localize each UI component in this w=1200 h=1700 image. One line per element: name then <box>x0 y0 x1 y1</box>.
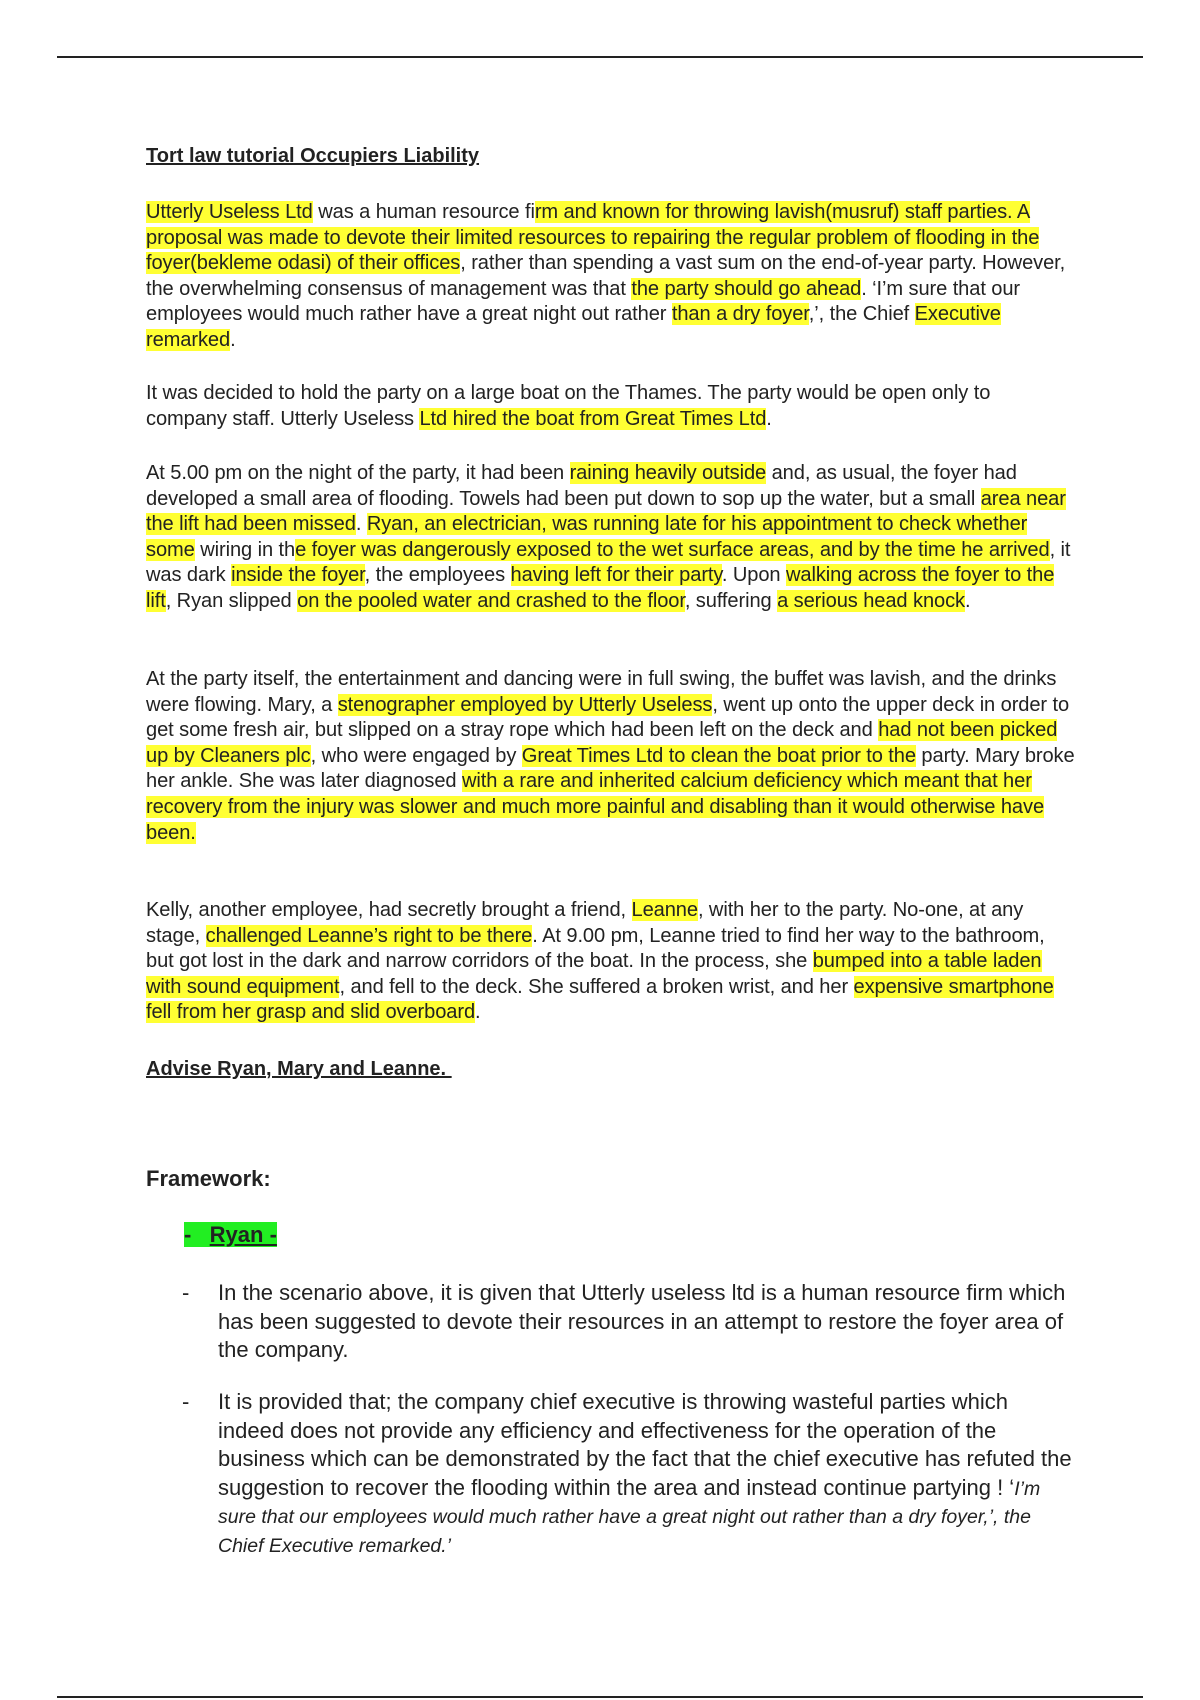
scenario-paragraph-5 <box>146 898 1076 1026</box>
highlighted-text: inside the foyer <box>231 564 365 587</box>
highlighted-text: Ltd hired the boat from Great Times Ltd <box>419 407 767 430</box>
text-run: It was decided to hold the party on a large boat on the Thames. The party would be open only to company staff. Utterly Useless <box>146 382 991 430</box>
text-run: . <box>964 589 971 612</box>
highlighted-text: had not been picked up by Cleaners plc <box>146 719 1058 767</box>
framework-heading: Framework: <box>146 1166 271 1191</box>
text-run: wiring in th <box>194 538 296 561</box>
bullet-text: In the scenario above, it is given that Utterly useless ltd is a human resource firm which has been suggested to devote their resources in an attempt to restore the foyer area of the company. <box>218 1280 1066 1362</box>
highlighted-text: e foyer was dangerously exposed to the wet surface areas, and by the time he arrived <box>295 538 1050 561</box>
highlighted-text: walking across the foyer to the lift <box>146 564 1055 612</box>
text-run: Kelly, another employee, had secretly brought a friend, <box>146 899 632 921</box>
highlighted-text: challenged Leanne’s right to be there <box>205 924 533 947</box>
text-run: , with her to the party. No-one, at any stage, <box>146 899 1024 947</box>
top-rule <box>57 56 1143 58</box>
highlighted-text: expensive smartphone fell from her grasp and slid overboard <box>146 975 1054 1024</box>
ryan-heading-dash: - <box>184 1222 192 1247</box>
highlighted-text: Executive remarked <box>146 303 1001 351</box>
highlighted-text: rm and known for throwing lavish(musruf) staff parties. A proposal was made to devote their limited resources to repairing the regular problem of flooding in the foyer(bekleme odasi) of their offices <box>146 201 1040 275</box>
advise-instruction: Advise Ryan, Mary and Leanne. <box>146 1058 452 1080</box>
text-run: . <box>230 328 236 351</box>
text-run: , went up onto the upper deck in order to get some fresh air, but slipped on a stray rope which had been left on the deck and <box>146 693 1070 742</box>
highlighted-text: having left for their party <box>510 564 722 587</box>
highlighted-text: a serious head knock <box>777 589 965 612</box>
highlighted-text: Utterly Useless Ltd <box>146 201 313 223</box>
highlighted-text: bumped into a table laden with sound equipment <box>146 950 1042 998</box>
scenario-paragraph-1 <box>146 200 1076 354</box>
ryan-heading-label: Ryan - <box>209 1222 277 1247</box>
text-run: ,’, the Chief <box>808 303 915 326</box>
text-run: , suffering <box>684 589 778 612</box>
highlighted-text: raining heavily outside <box>569 462 767 484</box>
bullet-dash: - <box>182 1389 190 1414</box>
scenario-paragraph-2 <box>146 381 1076 432</box>
bullet-text <box>218 1388 1076 1559</box>
text-run: and, as usual, the foyer had developed a small area of flooding. Towels had been put down to sop up the water, but a small <box>146 462 1017 510</box>
highlighted-text: the party should go ahead <box>631 277 862 300</box>
text-run: . <box>766 407 772 430</box>
highlighted-text: Great Times Ltd to clean the boat prior to the <box>521 744 916 767</box>
text-run: At 5.00 pm on the night of the party, it had been <box>146 462 570 484</box>
executive-quote: I’m sure that our employees would much rather have a great night out rather than a dry foyer,’, the Chief Executive remarked.’ <box>218 1477 1041 1557</box>
ryan-heading <box>184 1222 277 1248</box>
highlighted-text: than a dry foyer <box>671 303 809 326</box>
text-run: . Upon <box>721 564 786 587</box>
highlighted-text: Ryan, an electrician, was running late for his appointment to check whether some <box>146 513 1028 561</box>
document-title: Tort law tutorial Occupiers Liability <box>146 145 480 167</box>
text-run: . At 9.00 pm, Leanne tried to find her way to the bathroom, but got lost in the dark and narrow corridors of the boat. In the process, she <box>146 924 1045 973</box>
text-run: At the party itself, the entertainment and dancing were in full swing, the buffet was lavish, and the drinks were flowing. Mary, a <box>146 668 1057 716</box>
highlighted-text: with a rare and inherited calcium deficiency which meant that her recovery from the injury was slower and much more painful and disabling than it would otherwise have been. <box>146 770 1045 844</box>
text-run: party. Mary broke her ankle. She was later diagnosed <box>146 744 1075 793</box>
text-run: , who were engaged by <box>310 744 522 767</box>
highlighted-text: area near the lift had been missed <box>146 487 1066 536</box>
scenario-paragraph-3 <box>146 461 1076 615</box>
scenario-paragraph-4 <box>146 667 1076 846</box>
text-run: . <box>475 1001 481 1024</box>
text-run: , rather than spending a vast sum on the end-of-year party. However, the overwhelming consensus of management was that <box>146 252 1066 300</box>
text-run: . <box>355 513 367 536</box>
highlighted-text: stenographer employed by Utterly Useless <box>337 693 713 716</box>
bottom-rule <box>57 1696 1143 1698</box>
text-run: , it was dark <box>146 538 1071 587</box>
highlighted-text: Leanne <box>631 899 698 921</box>
highlighted-text: on the pooled water and crashed to the floor <box>297 589 685 612</box>
text-run: was a human resource fi <box>312 201 535 223</box>
bullet-text-main: It is provided that; the company chief executive is throwing wasteful parties which indeed does not provide any efficiency and effectiveness for the operation of the business which can be demonstrated by the fact that the chief executive has refuted the suggestion to recover the flooding within the area and instead continue partying ! ‘ <box>218 1389 1072 1500</box>
ryan-heading-highlight <box>184 1222 277 1247</box>
bullet-dash: - <box>182 1280 190 1305</box>
text-run: , and fell to the deck. She suffered a broken wrist, and her <box>339 975 854 998</box>
text-run: , the employees <box>364 564 511 587</box>
text-run: , Ryan slipped <box>165 589 298 612</box>
text-run: . ‘I’m sure that our employees would much rather have a great night out rather <box>146 277 1021 326</box>
